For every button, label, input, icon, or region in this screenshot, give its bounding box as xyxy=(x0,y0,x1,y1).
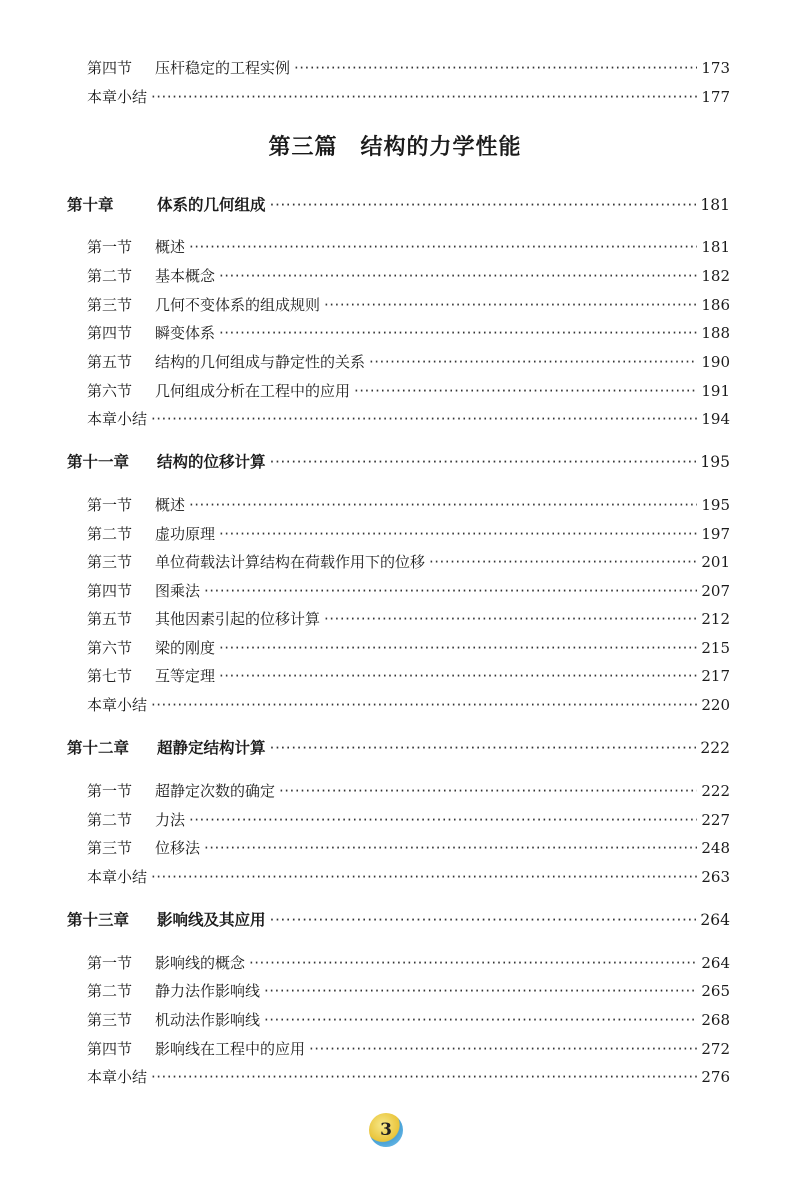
leader-dots xyxy=(204,838,697,858)
leader-dots xyxy=(219,323,697,343)
page-ref: 222 xyxy=(701,782,730,800)
section-label: 第五节 xyxy=(87,610,133,628)
leader-dots xyxy=(264,1010,697,1030)
toc-entry[interactable] xyxy=(87,295,730,315)
chapter-title: 体系的几何组成 xyxy=(157,196,266,214)
toc-entry[interactable] xyxy=(87,695,730,715)
page-ref: 191 xyxy=(701,382,730,400)
toc-entry[interactable] xyxy=(87,87,730,107)
toc-entry[interactable] xyxy=(87,323,730,343)
toc-entry[interactable] xyxy=(87,666,730,686)
page-ref: 264 xyxy=(701,954,730,972)
leader-dots xyxy=(429,552,697,572)
leader-dots xyxy=(369,352,697,372)
toc-entry[interactable] xyxy=(87,524,730,544)
section-label: 第二节 xyxy=(87,525,133,543)
part-title: 第三篇 结构的力学性能 xyxy=(268,135,522,160)
toc-entry[interactable] xyxy=(87,58,730,78)
section-title: 图乘法 xyxy=(155,582,201,600)
page-ref: 182 xyxy=(701,267,730,285)
page-ref: 265 xyxy=(701,982,730,1000)
section-title: 本章小结 xyxy=(87,1068,148,1086)
section-title: 机动法作影响线 xyxy=(155,1011,261,1029)
leader-dots xyxy=(151,1067,697,1087)
section-title: 超静定次数的确定 xyxy=(155,782,276,800)
page-ref: 181 xyxy=(701,238,730,256)
page-ref: 264 xyxy=(700,911,730,929)
page-ref: 227 xyxy=(701,811,730,829)
section-label: 第四节 xyxy=(87,1040,133,1058)
leader-dots xyxy=(189,810,697,830)
chapter-title: 结构的位移计算 xyxy=(157,453,266,471)
section-label: 第四节 xyxy=(87,59,133,77)
chapter-label: 第十二章 xyxy=(67,739,130,757)
section-title: 概述 xyxy=(155,238,186,256)
section-title: 静力法作影响线 xyxy=(155,982,261,1000)
page-ref: 201 xyxy=(701,553,730,571)
toc-entry[interactable] xyxy=(87,1010,730,1030)
section-label: 第三节 xyxy=(87,296,133,314)
chapter-entry[interactable] xyxy=(67,195,730,215)
page-ref: 222 xyxy=(700,739,730,757)
leader-dots xyxy=(219,524,697,544)
page-ref: 177 xyxy=(701,88,730,106)
page-ref: 181 xyxy=(700,196,730,214)
leader-dots xyxy=(309,1039,697,1059)
leader-dots xyxy=(264,981,697,1001)
toc-entry[interactable] xyxy=(87,352,730,372)
leader-dots xyxy=(204,581,697,601)
page-ref: 220 xyxy=(701,696,730,714)
toc-entry[interactable] xyxy=(87,495,730,515)
toc-entry[interactable] xyxy=(87,953,730,973)
page-ref: 186 xyxy=(701,296,730,314)
section-label: 第四节 xyxy=(87,582,133,600)
section-title: 概述 xyxy=(155,496,186,514)
section-title: 梁的刚度 xyxy=(155,639,216,657)
chapter-label: 第十章 xyxy=(67,196,114,214)
page-ref: 263 xyxy=(701,868,730,886)
section-label: 第二节 xyxy=(87,811,133,829)
page-ref: 207 xyxy=(701,582,730,600)
section-title: 影响线的概念 xyxy=(155,954,246,972)
page-ref: 190 xyxy=(701,353,730,371)
toc-entry[interactable] xyxy=(87,581,730,601)
section-label: 第二节 xyxy=(87,982,133,1000)
chapter-title: 超静定结构计算 xyxy=(157,739,266,757)
section-label: 第三节 xyxy=(87,1011,133,1029)
section-label: 第七节 xyxy=(87,667,133,685)
section-title: 压杆稳定的工程实例 xyxy=(155,59,291,77)
section-label: 第三节 xyxy=(87,839,133,857)
section-title: 单位荷载法计算结构在荷载作用下的位移 xyxy=(155,553,426,571)
leader-dots xyxy=(189,237,697,257)
page-ref: 194 xyxy=(701,410,730,428)
section-title: 本章小结 xyxy=(87,696,148,714)
leader-dots xyxy=(219,266,697,286)
section-label: 第一节 xyxy=(87,782,133,800)
section-label: 第六节 xyxy=(87,382,133,400)
section-label: 第五节 xyxy=(87,353,133,371)
page-ref: 197 xyxy=(701,525,730,543)
page-number: 3 xyxy=(380,1120,392,1140)
section-label: 第一节 xyxy=(87,496,133,514)
page-ref: 195 xyxy=(700,453,730,471)
leader-dots xyxy=(270,452,697,472)
toc-entry[interactable] xyxy=(87,409,730,429)
section-label: 第一节 xyxy=(87,954,133,972)
leader-dots xyxy=(249,953,697,973)
leader-dots xyxy=(189,495,697,515)
leader-dots xyxy=(270,910,697,930)
section-title: 结构的几何组成与静定性的关系 xyxy=(155,353,366,371)
page-ref: 215 xyxy=(701,639,730,657)
leader-dots xyxy=(219,638,697,658)
chapter-label: 第十三章 xyxy=(67,911,130,929)
chapter-entry[interactable] xyxy=(67,738,730,758)
page-ref: 212 xyxy=(701,610,730,628)
toc-entry[interactable] xyxy=(87,609,730,629)
leader-dots xyxy=(151,409,697,429)
leader-dots xyxy=(151,87,697,107)
leader-dots xyxy=(354,381,697,401)
toc-entry[interactable] xyxy=(87,552,730,572)
section-title: 几何不变体系的组成规则 xyxy=(155,296,321,314)
section-label: 第二节 xyxy=(87,267,133,285)
section-title: 瞬变体系 xyxy=(155,324,216,342)
section-title: 几何组成分析在工程中的应用 xyxy=(155,382,351,400)
toc-entry[interactable] xyxy=(87,638,730,658)
section-title: 互等定理 xyxy=(155,667,216,685)
section-label: 第四节 xyxy=(87,324,133,342)
page-ref: 195 xyxy=(701,496,730,514)
page-number-badge xyxy=(369,1113,403,1147)
chapter-label: 第十一章 xyxy=(67,453,130,471)
page-ref: 217 xyxy=(701,667,730,685)
section-title: 本章小结 xyxy=(87,88,148,106)
page-ref: 272 xyxy=(701,1040,730,1058)
toc-entry[interactable] xyxy=(87,266,730,286)
toc-entry[interactable] xyxy=(87,838,730,858)
section-label: 第三节 xyxy=(87,553,133,571)
section-title: 其他因素引起的位移计算 xyxy=(155,610,321,628)
section-title: 基本概念 xyxy=(155,267,216,285)
toc-entry[interactable] xyxy=(87,1039,730,1059)
section-title: 本章小结 xyxy=(87,410,148,428)
section-title: 虚功原理 xyxy=(155,525,216,543)
section-title: 力法 xyxy=(155,811,186,829)
page-ref: 268 xyxy=(701,1011,730,1029)
chapter-title: 影响线及其应用 xyxy=(157,911,266,929)
toc-entry[interactable] xyxy=(87,1067,730,1087)
page-ref: 276 xyxy=(701,1068,730,1086)
leader-dots xyxy=(270,195,697,215)
leader-dots xyxy=(324,609,697,629)
toc-entry[interactable] xyxy=(87,810,730,830)
leader-dots xyxy=(294,58,697,78)
chapter-entry[interactable] xyxy=(67,452,730,472)
toc-entry[interactable] xyxy=(87,781,730,801)
leader-dots xyxy=(151,695,697,715)
toc-entry[interactable] xyxy=(87,867,730,887)
toc-entry[interactable] xyxy=(87,981,730,1001)
section-title: 影响线在工程中的应用 xyxy=(155,1040,306,1058)
toc-entry[interactable] xyxy=(87,237,730,257)
section-title: 本章小结 xyxy=(87,868,148,886)
toc-entry[interactable] xyxy=(87,381,730,401)
leader-dots xyxy=(219,666,697,686)
page-ref: 173 xyxy=(701,59,730,77)
page-ref: 248 xyxy=(701,839,730,857)
section-label: 第六节 xyxy=(87,639,133,657)
chapter-entry[interactable] xyxy=(67,910,730,930)
leader-dots xyxy=(270,738,697,758)
section-label: 第一节 xyxy=(87,238,133,256)
leader-dots xyxy=(324,295,697,315)
section-title: 位移法 xyxy=(155,839,201,857)
page-ref: 188 xyxy=(701,324,730,342)
leader-dots xyxy=(151,867,697,887)
leader-dots xyxy=(279,781,697,801)
